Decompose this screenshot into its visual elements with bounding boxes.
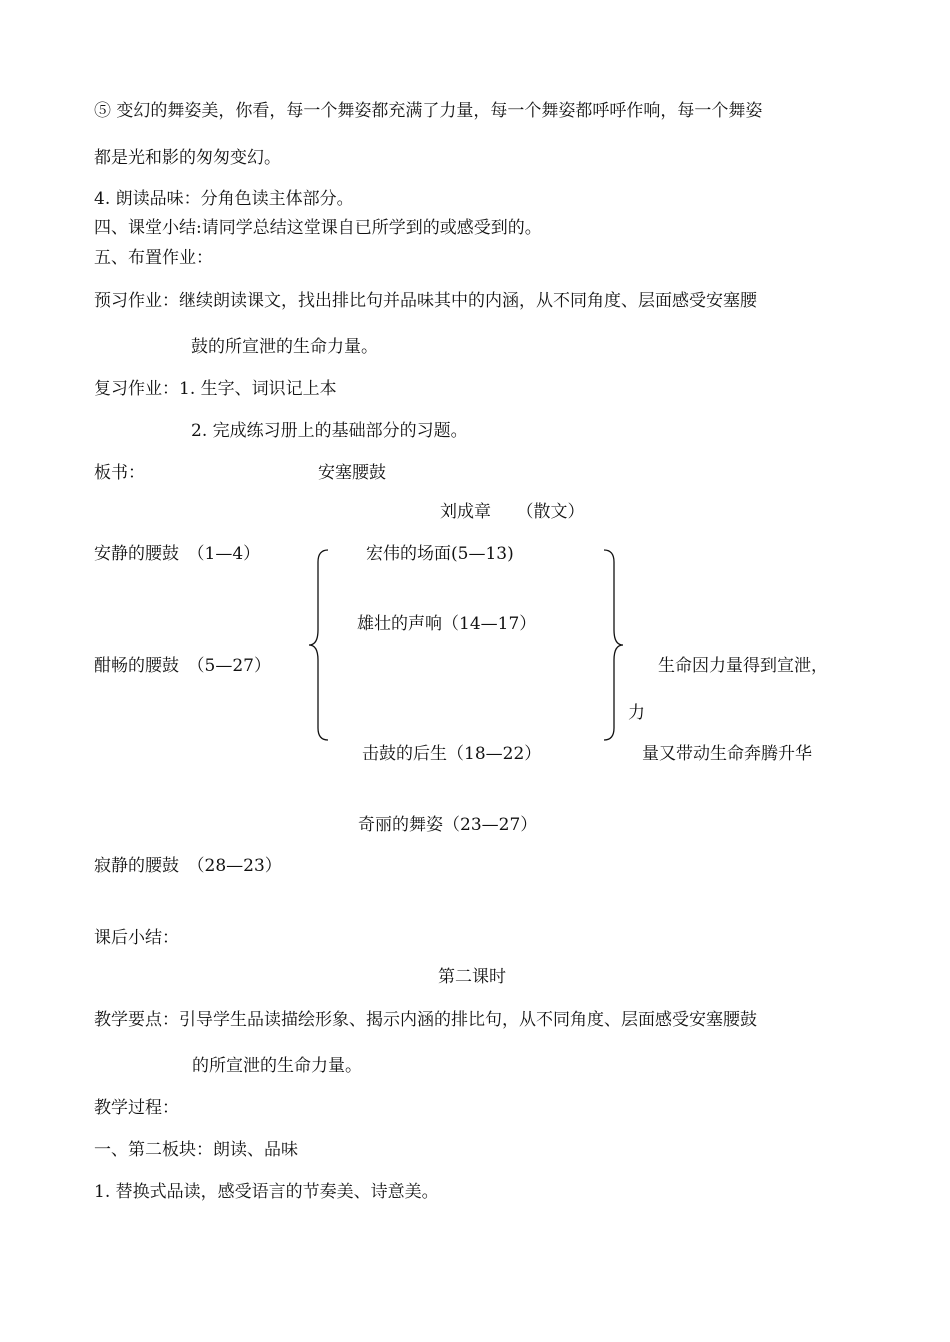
- board-mid-item-3: 击鼓的后生（18—22）: [362, 744, 542, 764]
- board-mid-item-1: 宏伟的场面(5—13): [366, 544, 514, 564]
- item-one: 1. 替换式品读，感受语言的节奏美、诗意美。: [94, 1182, 439, 1202]
- right-brace: [600, 548, 628, 742]
- teaching-key-line-1: 教学要点：引导学生品读描绘形象、揭示内涵的排比句，从不同角度、层面感受安塞腰鼓: [94, 1010, 757, 1030]
- board-right-item-2: 力: [628, 703, 645, 723]
- board-right-item-3: 量又带动生命奔腾升华: [642, 744, 812, 764]
- paragraph-5-line-2: 都是光和影的匆匆变幻。: [94, 148, 281, 168]
- second-lesson-heading: 第二课时: [438, 967, 506, 987]
- board-author: 刘成章 （散文）: [440, 502, 585, 522]
- board-left-item-1: 安静的腰鼓 （1—4）: [94, 544, 261, 564]
- reading-step: 4. 朗读品味：分角色读主体部分。: [94, 189, 354, 209]
- board-mid-item-2: 雄壮的声响（14—17）: [357, 614, 537, 634]
- board-title: 安塞腰鼓: [318, 463, 386, 483]
- board-left-item-2: 酣畅的腰鼓 （5—27）: [94, 656, 271, 676]
- after-class-summary: 课后小结：: [94, 928, 179, 948]
- review-homework-line-2: 2. 完成练习册上的基础部分的习题。: [191, 421, 468, 441]
- board-right-item-1: 生命因力量得到宣泄，: [658, 656, 828, 676]
- board-left-item-3: 寂静的腰鼓 （28—23）: [94, 856, 282, 876]
- board-mid-item-4: 奇丽的舞姿（23—27）: [358, 815, 538, 835]
- review-homework-line-1: 复习作业：1. 生字、词识记上本: [94, 379, 337, 399]
- board-label: 板书：: [94, 463, 145, 483]
- teaching-key-line-2: 的所宣泄的生命力量。: [192, 1056, 362, 1076]
- preview-homework-line-2: 鼓的所宣泄的生命力量。: [191, 337, 378, 357]
- section-one-heading: 一、第二板块：朗读、品味: [94, 1140, 298, 1160]
- paragraph-5-line-1: ⑤ 变幻的舞姿美，你看，每一个舞姿都充满了力量，每一个舞姿都呼呼作响，每一个舞姿: [94, 101, 763, 121]
- left-brace: [304, 548, 332, 742]
- homework-heading: 五、布置作业：: [94, 248, 213, 268]
- teaching-process: 教学过程：: [94, 1098, 179, 1118]
- class-summary: 四、课堂小结:请同学总结这堂课自已所学到的或感受到的。: [94, 218, 542, 238]
- preview-homework-line-1: 预习作业：继续朗读课文，找出排比句并品味其中的内涵，从不同角度、层面感受安塞腰: [94, 291, 757, 311]
